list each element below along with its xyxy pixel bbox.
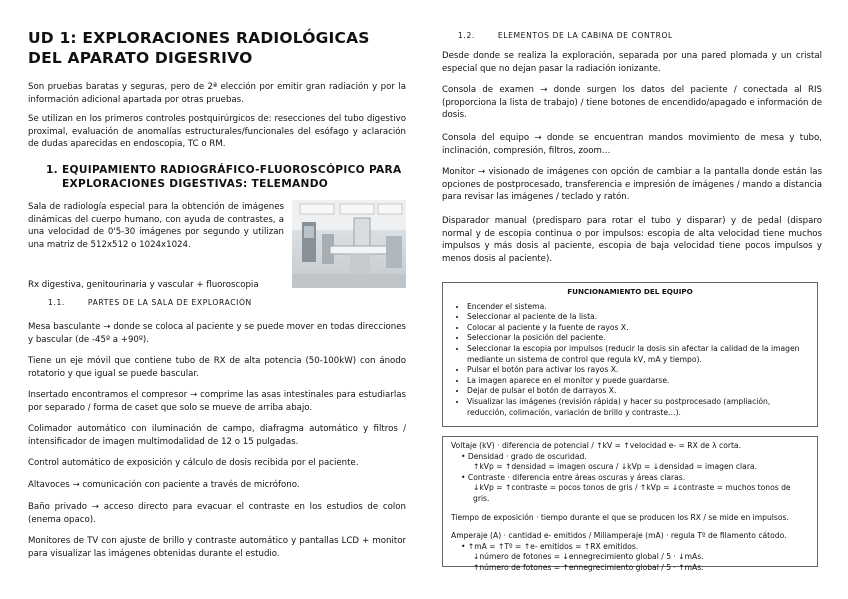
list-item: • Visualizar las imágenes (revisión rápida) y hacer su postprocesado (ampliación, reducción, colimación, variación de brillo y contraste…). (467, 397, 809, 418)
sala-paragraph: Sala de radiología especial para la obtención de imágenes dinámicas del cuerpo humano, con ayuda de contrastes, a una velocidad de 0'5-30 imágenes por segundo y utilizan una matriz de 512x512 o 1024x1024. (28, 202, 284, 250)
part-colimador: Colimador automático con iluminación de campo, diafragma automático y filtros / intensificador de imagen multimodalidad de 12 o 15 pulgadas. (28, 424, 406, 447)
amperaje-item-text: ↑mA = ↑Tº = ↑e- emitidos = ↑RX emitidos. (467, 541, 639, 551)
amperaje-line: Amperaje (A) · cantidad e- emitidos / Miliamperaje (mA) · regula Tº de filamento cátodo. (451, 531, 787, 541)
consola-equipo: Consola del equipo → donde se encuentran mandos movimiento de mesa y tubo, inclinación, compresión, filtros, zoom… (442, 133, 822, 156)
subsection-1-1-number: 1.1. (48, 298, 65, 307)
funcionamiento-title: FUNCIONAMIENTO DEL EQUIPO (567, 287, 693, 296)
subsection-1-1-title: PARTES DE LA SALA DE EXPLORACIÓN (87, 298, 252, 307)
densidad-label: • Densidad · grado de oscuridad. (461, 451, 587, 461)
part-eje: Tiene un eje móvil que contiene tubo de RX de alta potencia (50-100kW) con ánodo rotatorio y que igual se puede bascular. (28, 356, 406, 379)
funcionamiento-box (442, 282, 818, 427)
disparador-paragraph: Disparador manual (predisparo para rotar el tubo y disparar) y de pedal (disparo normal y de escopia continua o por impulsos: escopia de alta velocidad tiene muchos impulsos y más dosis al paciente, escopia de baja velocidad tiene pocos impulsos y menos dosis al paciente). (442, 216, 822, 264)
part-monitores: Monitores de TV con ajuste de brillo y contraste automático y pantallas LCD + monitor para visualizar las imágenes obtenidas durante el estudio. (28, 536, 406, 559)
part-mesa: Mesa basculante → donde se coloca al paciente y se puede mover en todas direcciones y bascular (de -45º a +90º). (28, 322, 406, 345)
list-item: • Pulsar el botón para activar los rayos X. (467, 365, 809, 376)
amperaje-line-3: ↑número de fotones = ↑ennegrecimiento global / 5 · ↑mAs. (473, 562, 704, 572)
subsection-1-1-heading (48, 298, 252, 307)
section-1-heading (46, 163, 406, 191)
list-item: • Seleccionar la posición del paciente. (467, 333, 809, 344)
intro-paragraph-1: Son pruebas baratas y seguras, pero de 2ª elección por emitir gran radiación y por la información adicional apartada por otras pruebas. (28, 82, 406, 105)
voltaje-line: Voltaje (kV) · diferencia de potencial / ↑kV = ↑velocidad e- = RX de λ corta. (451, 441, 742, 450)
rx-digestiva-line: Rx digestiva, genitourinaria y vascular + fluoroscopia (28, 280, 259, 290)
subsection-1-2-heading (458, 31, 673, 40)
part-altavoces: Altavoces → comunicación con paciente a través de micrófono. (28, 480, 300, 490)
list-item: • Seleccionar al paciente de la lista. (467, 312, 809, 323)
subsection-1-2-number: 1.2. (458, 31, 475, 40)
page-title: UD 1: EXPLORACIONES RADIOLÓGICAS DEL APARATO DIGESRIVO (28, 29, 370, 67)
telemando-room-photo (292, 200, 406, 288)
part-control: Control automático de exposición y cálculo de dosis recibida por el paciente. (28, 458, 359, 468)
cabina-intro: Desde donde se realiza la exploración, separada por una pared plomada y un cristal especial que no dejan pasar la radiación ionizante. (442, 51, 822, 74)
amperaje-line-2: ↓número de fotones = ↓ennegrecimiento global / 5 · ↓mAs. (473, 552, 704, 562)
funcionamiento-list (443, 302, 817, 419)
section-1-number: 1. (46, 164, 58, 176)
telemando-illustration (292, 200, 406, 288)
amperaje-item: • ↑mA = ↑Tº = ↑e- emitidos = ↑RX emitidos. (461, 541, 639, 551)
list-item: • Colocar al paciente y la fuente de rayos X. (467, 323, 809, 334)
parametros-box (442, 436, 818, 572)
subsection-1-2-title: ELEMENTOS DE LA CABINA DE CONTROL (497, 31, 673, 40)
list-item: • Encender el sistema. (467, 302, 809, 313)
tiempo-line: Tiempo de exposición · tiempo durante el que se producen los RX / se mide en impulsos. (451, 512, 789, 522)
consola-examen: Consola de examen → donde surgen los datos del paciente / conectada al RIS (proporciona la lista de trabajo) / tiene botones de encendido/apagado e información de dosis. (442, 85, 822, 121)
contraste-label: • Contraste · diferencia entre áreas oscuras y áreas claras. (461, 472, 686, 482)
intro-paragraph-2: Se utilizan en los primeros controles postquirúrgicos de: resecciones del tubo digestivo proximal, evaluación de anomalías estructurales/funcionales del esófago y aclaración de dudas aparecidas en endoscopia, TC o RM. (28, 114, 406, 150)
list-item: • La imagen aparece en el monitor y puede guardarse. (467, 376, 809, 387)
monitor-paragraph: Monitor → visionado de imágenes con opción de cambiar a la pantalla donde están las opciones de postprocesado, transferencia e impresión de imágenes / mando a distancia para revisar las imágenes / teclado y ratón. (442, 167, 822, 203)
parametros-content (443, 437, 817, 574)
section-1-title: EQUIPAMIENTO RADIOGRÁFICO-FLUOROSCÓPICO PARA EXPLORACIONES DIGESTIVAS: TELEMANDO (62, 164, 402, 190)
contraste-formula: ↓kVp = ↑contraste = pocos tonos de gris / ↑kVp = ↓contraste = muchos tonos de gris. (473, 483, 791, 503)
contraste-label-text: Contraste · diferencia entre áreas oscuras y áreas claras. (467, 472, 686, 482)
densidad-formula: ↑kVp = ↑densidad = imagen oscura / ↓kVp = ↓densidad = imagen clara. (473, 462, 758, 472)
list-item: • Seleccionar la escopia por impulsos (reducir la dosis sin afectar la calidad de la imagen mediante un sistema de control que regula kV, mA y tiempo). (467, 344, 809, 365)
part-bano: Baño privado → acceso directo para evacuar el contraste en los estudios de colon (enema opaco). (28, 502, 406, 525)
list-item: • Dejar de pulsar el botón de darrayos X. (467, 386, 809, 397)
densidad-label-text: Densidad · grado de oscuridad. (467, 451, 587, 461)
part-compresor: Insertado encontramos el compresor → comprime las asas intestinales para estudiarlas por separado / forma de caset que solo se mueve de arriba abajo. (28, 390, 406, 413)
